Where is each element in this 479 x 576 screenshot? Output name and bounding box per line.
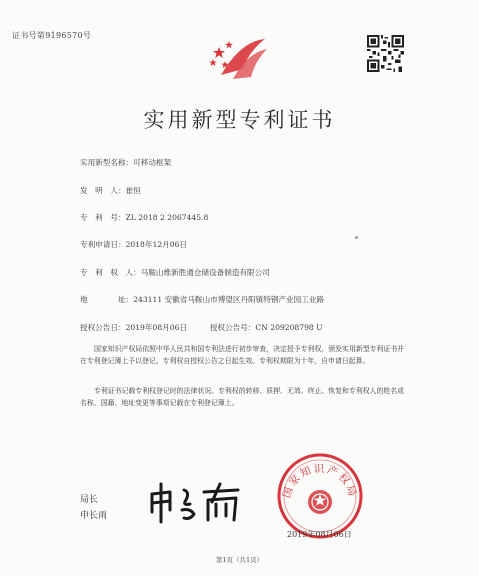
grant-statement-paragraph: 国家知识产权局依照中华人民共和国专利法进行初步审查，决定授予专利权，颁发实用新型专利证书并在专利登记簿上予以登记。专利权自授权公告之日起生效。专利权期限为十年，自申请日起算。 <box>80 345 405 365</box>
field-value: 2018年12月06日 <box>125 240 187 249</box>
field-application-date <box>80 239 187 250</box>
field-value: 马鞍山维新胜通仓储设备制造有限公司 <box>140 268 270 277</box>
field-label: 授权公告号： <box>209 323 256 332</box>
field-address <box>80 294 324 305</box>
qr-code-icon <box>367 35 404 72</box>
field-label: 专利申请日： <box>80 240 126 249</box>
handwritten-signature-icon <box>146 480 246 525</box>
field-value: CN 209208798 U <box>255 323 323 332</box>
field-label: 实用新型名称： <box>80 158 134 167</box>
field-label: 专 利 号： <box>80 213 126 222</box>
field-value: 2019年08月06日 <box>125 323 187 332</box>
signatory-name: 申长雨 <box>80 511 108 521</box>
field-inventor <box>80 185 141 196</box>
decorative-dot <box>355 236 358 239</box>
certificate-title: 实用新型专利证书 <box>143 108 336 132</box>
field-label: 授权公告日： <box>80 323 126 332</box>
field-grant-announcement <box>80 322 323 333</box>
field-label: 地 址： <box>80 295 134 304</box>
field-patent-number <box>80 212 208 223</box>
field-value: 可移动框架 <box>133 158 172 167</box>
field-label: 专 利 权 人： <box>80 268 141 277</box>
field-value: 崔恒 <box>125 186 141 195</box>
field-label: 发 明 人： <box>80 186 126 195</box>
field-patentee <box>80 267 270 278</box>
field-utility-model-name <box>80 157 171 168</box>
patent-office-emblem-icon <box>207 35 269 83</box>
signatory-title: 局长 <box>80 495 99 505</box>
page-footer: 第1页（共1页） <box>215 556 264 564</box>
seal-date: 2019年08月06日 <box>287 530 352 539</box>
field-value: 243111 安徽省马鞍山市博望区丹阳镇特钢产业园工业路 <box>133 295 325 304</box>
official-seal-icon <box>276 452 364 540</box>
field-value: ZL 2018 2 2067445.8 <box>125 213 209 222</box>
certificate-number: 证书号第9196570号 <box>12 31 92 40</box>
svg-text:国家知识产权局: 国家知识产权局 <box>280 463 360 500</box>
legal-status-paragraph: 专利证书记载专利权登记时的法律状况。专利权的转移、质押、无效、终止、恢复和专利权人的姓名或名称、国籍、地址变更等事项记载在专利登记簿上。 <box>80 387 405 407</box>
